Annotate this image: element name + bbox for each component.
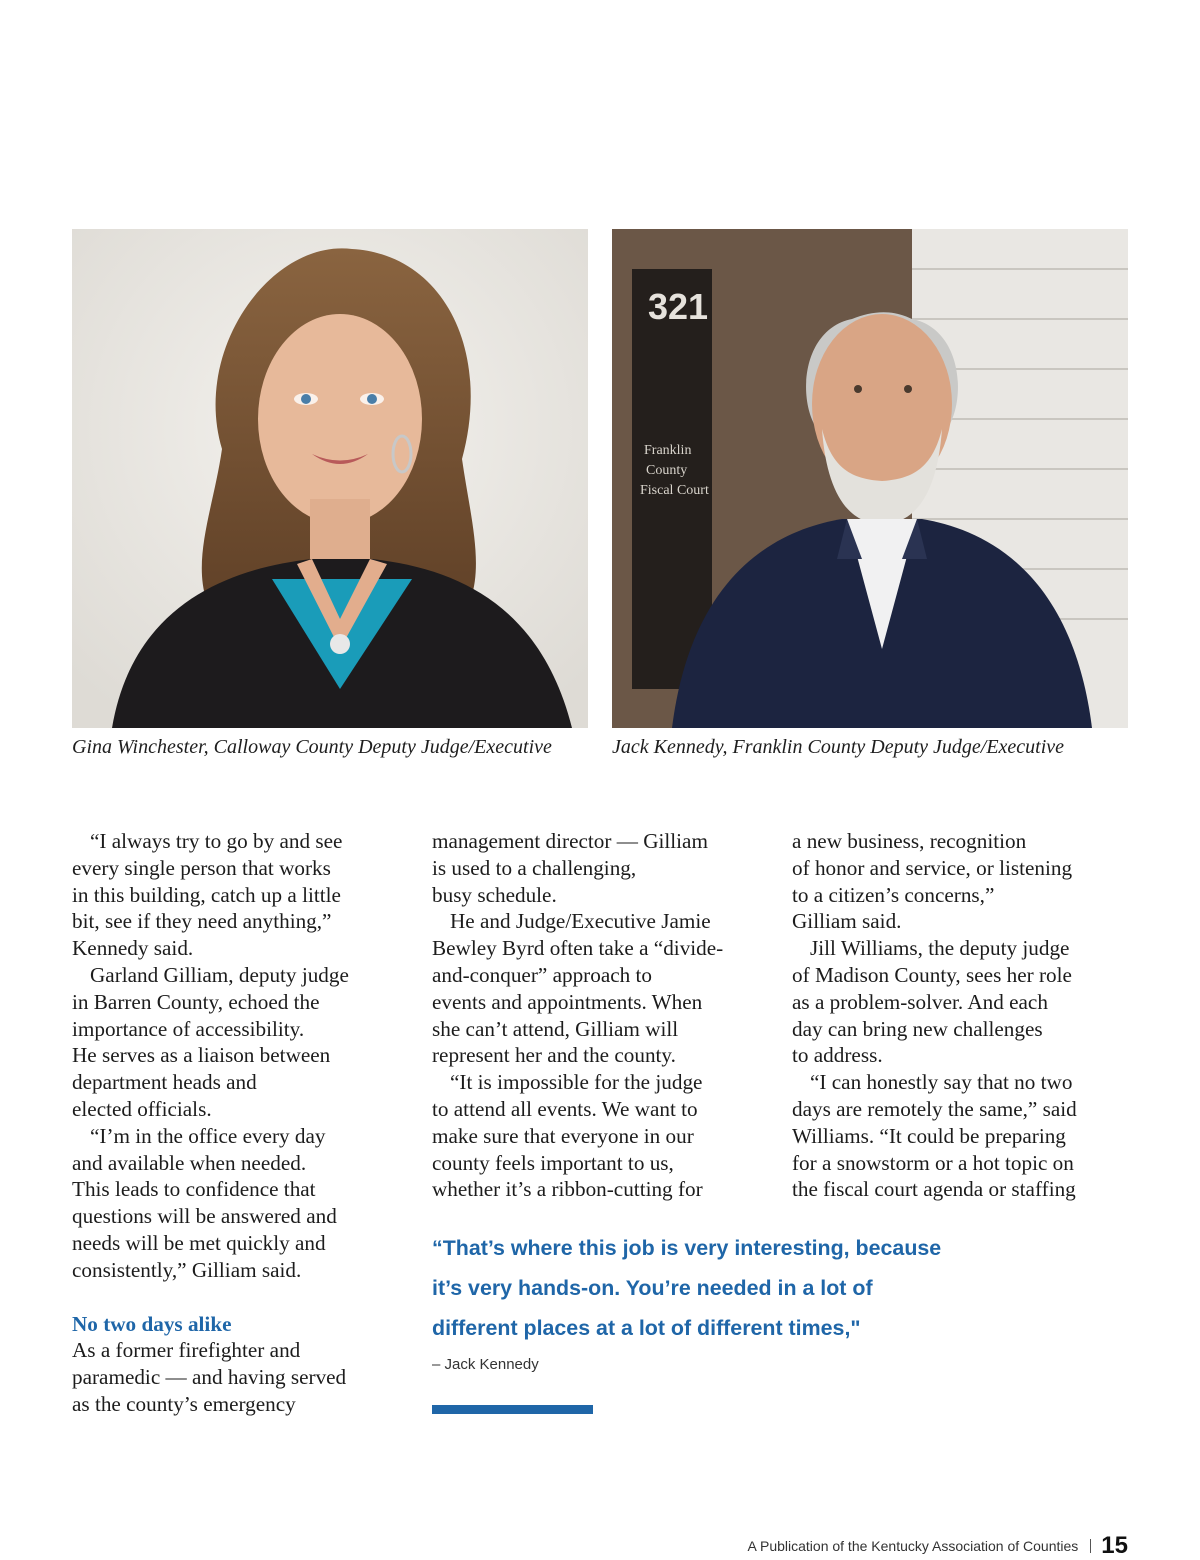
- text-line: she can’t attend, Gilliam will: [432, 1016, 679, 1041]
- text-line: “It is impossible for the judge: [450, 1070, 703, 1095]
- text-line: is used to a challenging,: [432, 855, 637, 880]
- page-footer: [748, 1532, 1128, 1560]
- text-line: department heads and: [72, 1070, 257, 1095]
- text-line: as the county’s emergency: [72, 1391, 296, 1416]
- text-line: Bewley Byrd often take a “divide-: [432, 936, 724, 961]
- pull-quote-attribution: – Jack Kennedy: [432, 1356, 539, 1373]
- pull-quote-line: it’s very hands-on. You’re needed in a lot of: [432, 1276, 873, 1300]
- text-line: the fiscal court agenda or staffing: [792, 1177, 1076, 1202]
- text-line: “I’m in the office every day: [90, 1123, 326, 1148]
- door-sign-line-3: Fiscal Court: [640, 483, 709, 498]
- text-line: days are remotely the same,” said: [792, 1096, 1077, 1121]
- text-line: day can bring new challenges: [792, 1016, 1043, 1041]
- page-number: 15: [1101, 1532, 1128, 1559]
- text-line: to a citizen’s concerns,”: [792, 882, 995, 907]
- text-line: Gilliam said.: [792, 909, 902, 934]
- text-line: busy schedule.: [432, 882, 557, 907]
- text-line: elected officials.: [72, 1096, 212, 1121]
- door-sign-line-1: Franklin: [644, 443, 692, 458]
- text-line: a new business, recognition: [792, 829, 1027, 853]
- text-line: “I can honestly say that no two: [810, 1070, 1073, 1095]
- text-line: to address.: [792, 1043, 883, 1068]
- accent-bar: [432, 1405, 593, 1414]
- text-line: questions will be answered and: [72, 1204, 337, 1229]
- text-line: He serves as a liaison between: [72, 1043, 331, 1068]
- text-line: in this building, catch up a little: [72, 882, 341, 907]
- text-line: Jill Williams, the deputy judge: [810, 936, 1070, 961]
- pull-quote-line: different places at a lot of different times,": [432, 1316, 861, 1340]
- text-line: and-conquer” approach to: [432, 962, 653, 987]
- text-line: in Barren County, echoed the: [72, 989, 320, 1014]
- photo-caption-left: Gina Winchester, Calloway County Deputy Judge/Executive: [72, 736, 552, 758]
- pull-quote: [432, 1228, 1032, 1348]
- text-line: and available when needed.: [72, 1150, 307, 1175]
- text-line: to attend all events. We want to: [432, 1096, 698, 1121]
- text-line: whether it’s a ribbon-cutting for: [432, 1177, 703, 1202]
- photo-jack-kennedy: [612, 229, 1128, 728]
- text-line: Garland Gilliam, deputy judge: [90, 962, 349, 987]
- article-column-1: [72, 828, 412, 1418]
- text-line: Williams. “It could be preparing: [792, 1123, 1066, 1148]
- text-line: represent her and the county.: [432, 1043, 676, 1068]
- text-line: paramedic — and having served: [72, 1365, 347, 1390]
- text-line: county feels important to us,: [432, 1150, 674, 1175]
- text-line: bit, see if they need anything,”: [72, 909, 332, 934]
- section-subhead: No two days alike: [72, 1311, 232, 1336]
- text-line: as a problem-solver. And each: [792, 989, 1048, 1014]
- text-line: management director — Gilliam: [432, 829, 708, 853]
- pull-quote-line: “That’s where this job is very interesting, because: [432, 1236, 942, 1260]
- text-line: Kennedy said.: [72, 936, 194, 961]
- text-line: events and appointments. When: [432, 989, 703, 1014]
- text-line: of Madison County, sees her role: [792, 962, 1072, 987]
- door-number: 321: [648, 286, 709, 327]
- text-line: importance of accessibility.: [72, 1016, 305, 1041]
- text-line: for a snowstorm or a hot topic on: [792, 1150, 1074, 1175]
- text-line: “I always try to go by and see: [90, 829, 343, 853]
- text-line: This leads to confidence that: [72, 1177, 316, 1202]
- door-sign-line-2: County: [646, 463, 688, 478]
- text-line: of honor and service, or listening: [792, 855, 1073, 880]
- text-line: He and Judge/Executive Jamie: [450, 909, 711, 934]
- publication-name: A Publication of the Kentucky Association of Counties: [747, 1538, 1079, 1554]
- text-line: As a former firefighter and: [72, 1338, 301, 1363]
- text-line: consistently,” Gilliam said.: [72, 1257, 302, 1282]
- text-line: every single person that works: [72, 855, 331, 880]
- footer-divider: [1090, 1539, 1091, 1553]
- article-column-2: [432, 828, 772, 1203]
- photo-gina-winchester: [72, 229, 588, 728]
- photo-caption-right: Jack Kennedy, Franklin County Deputy Judge/Executive: [612, 736, 1065, 758]
- text-line: needs will be met quickly and: [72, 1230, 326, 1255]
- text-line: make sure that everyone in our: [432, 1123, 694, 1148]
- article-column-3: [792, 828, 1132, 1203]
